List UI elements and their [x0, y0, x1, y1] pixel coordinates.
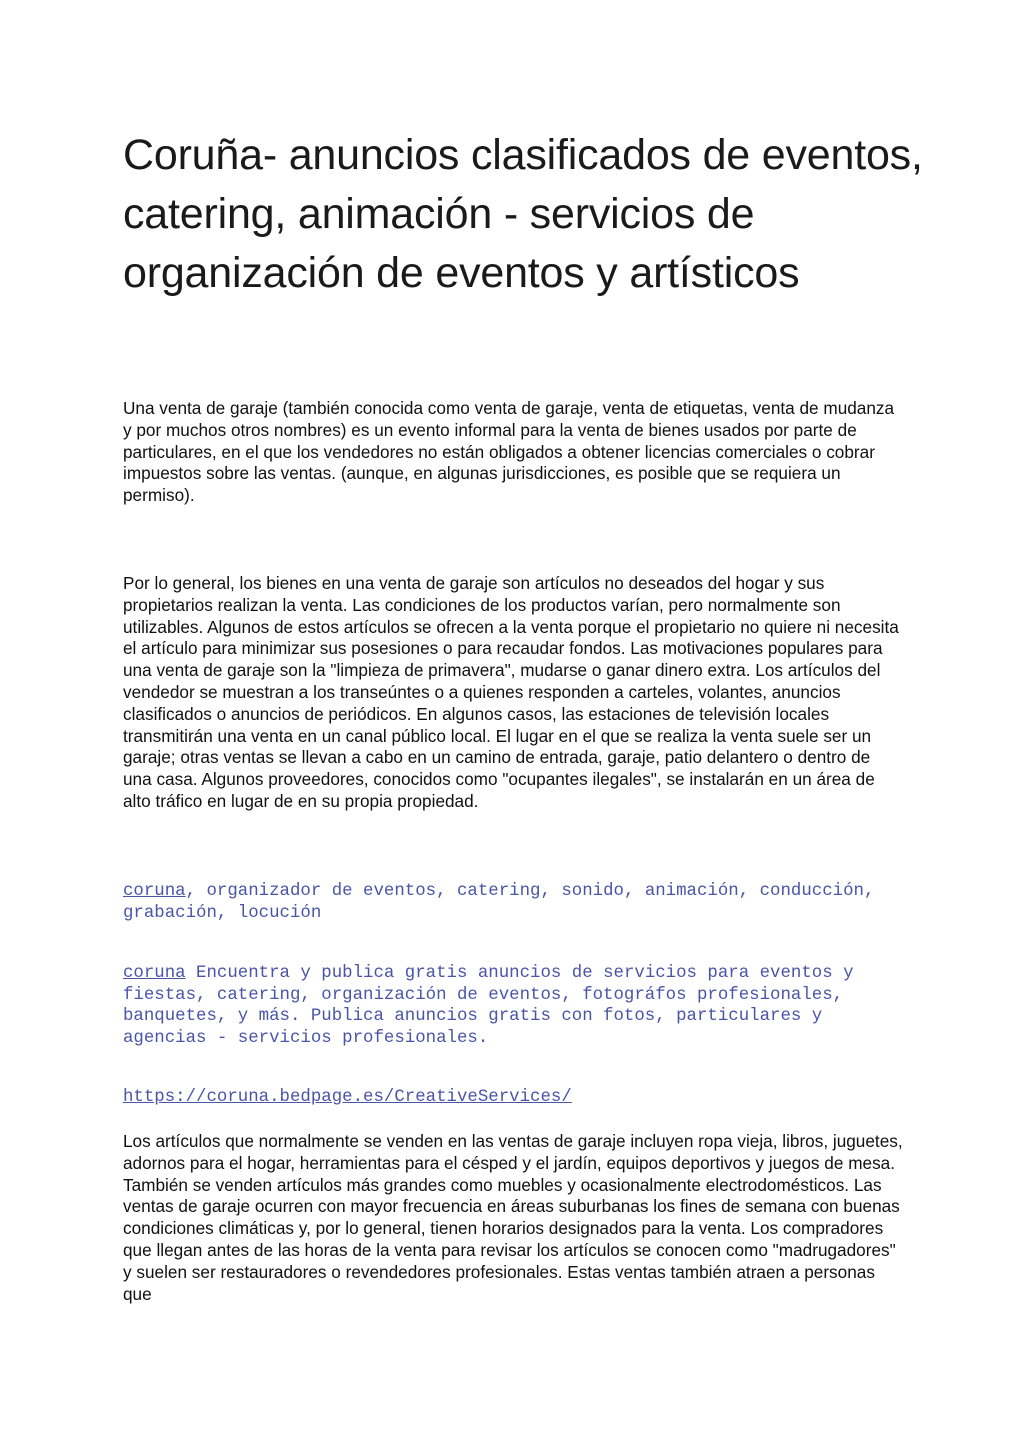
coruna-link[interactable]: coruna: [123, 882, 186, 901]
paragraph-items: Los artículos que normalmente se venden en las ventas de garaje incluyen ropa vieja, libros, juguetes, adornos para el hogar, herramientas para el césped y el jardín, equipos deportivos y juegos de mesa. También se venden artículos más grandes como muebles y ocasionalmente electrodomésticos. Las ventas de garaje ocurren con mayor frecuencia en áreas suburbanas los fines de semana con buenas condiciones climáticas y, por lo general, tienen horarios designados para la venta. Los compradores que llegan antes de las horas de la venta para revisar los artículos se conocen como "madrugadores" y suelen ser restauradores o revendedores profesionales. Estas ventas también atraen a personas que: [123, 1131, 903, 1304]
bedpage-url-link[interactable]: https://coruna.bedpage.es/CreativeServices/: [123, 1088, 572, 1107]
paragraph-intro: Una venta de garaje (también conocida como venta de garaje, venta de etiquetas, venta de mudanza y por muchos otros nombres) es un evento informal para la venta de bienes usados por parte de particulares, en el que los vendedores no están obligados a obtener licencias comerciales o cobrar impuestos sobre las ventas. (aunque, en algunas jurisdicciones, es posible que se requiera un permiso).: [123, 398, 895, 506]
link-block-services: [123, 881, 913, 924]
link-block-ads-text: Encuentra y publica gratis anuncios de servicios para eventos y fiestas, catering, organización de eventos, fotográfos profesionales, banquetes, y más. Publica anuncios gratis con fotos, particulares y agencias - servicios profesionales.: [123, 964, 854, 1048]
paragraph-general: Por lo general, los bienes en una venta de garaje son artículos no deseados del hogar y sus propietarios realizan la venta. Las condiciones de los productos varían, pero normalmente son utilizables. Algunos de estos artículos se ofrecen a la venta porque el propietario no quiere ni necesita el artículo para minimizar sus posesiones o para recaudar fondos. Las motivaciones populares para una venta de garaje son la "limpieza de primavera", mudarse o ganar dinero extra. Los artículos del vendedor se muestran a los transeúntes o a quienes responden a carteles, volantes, anuncios clasificados o anuncios de periódicos. En algunos casos, las estaciones de televisión locales transmitirán una venta en un canal público local. El lugar en el que se realiza la venta suele ser un garaje; otras ventas se llevan a cabo en un camino de entrada, garaje, patio delantero o dentro de una casa. Algunos proveedores, conocidos como "ocupantes ilegales", se instalarán en un área de alto tráfico en lugar de en su propia propiedad.: [123, 573, 899, 811]
page-title: Coruña- anuncios clasificados de eventos, catering, animación - servicios de organización de eventos y artísticos: [123, 131, 923, 297]
link-block-ads: [123, 963, 913, 1049]
coruna-link-2[interactable]: coruna: [123, 964, 186, 983]
url-block: [123, 1087, 913, 1109]
link-block-services-text: , organizador de eventos, catering, sonido, animación, conducción, grabación, locución: [123, 882, 875, 923]
